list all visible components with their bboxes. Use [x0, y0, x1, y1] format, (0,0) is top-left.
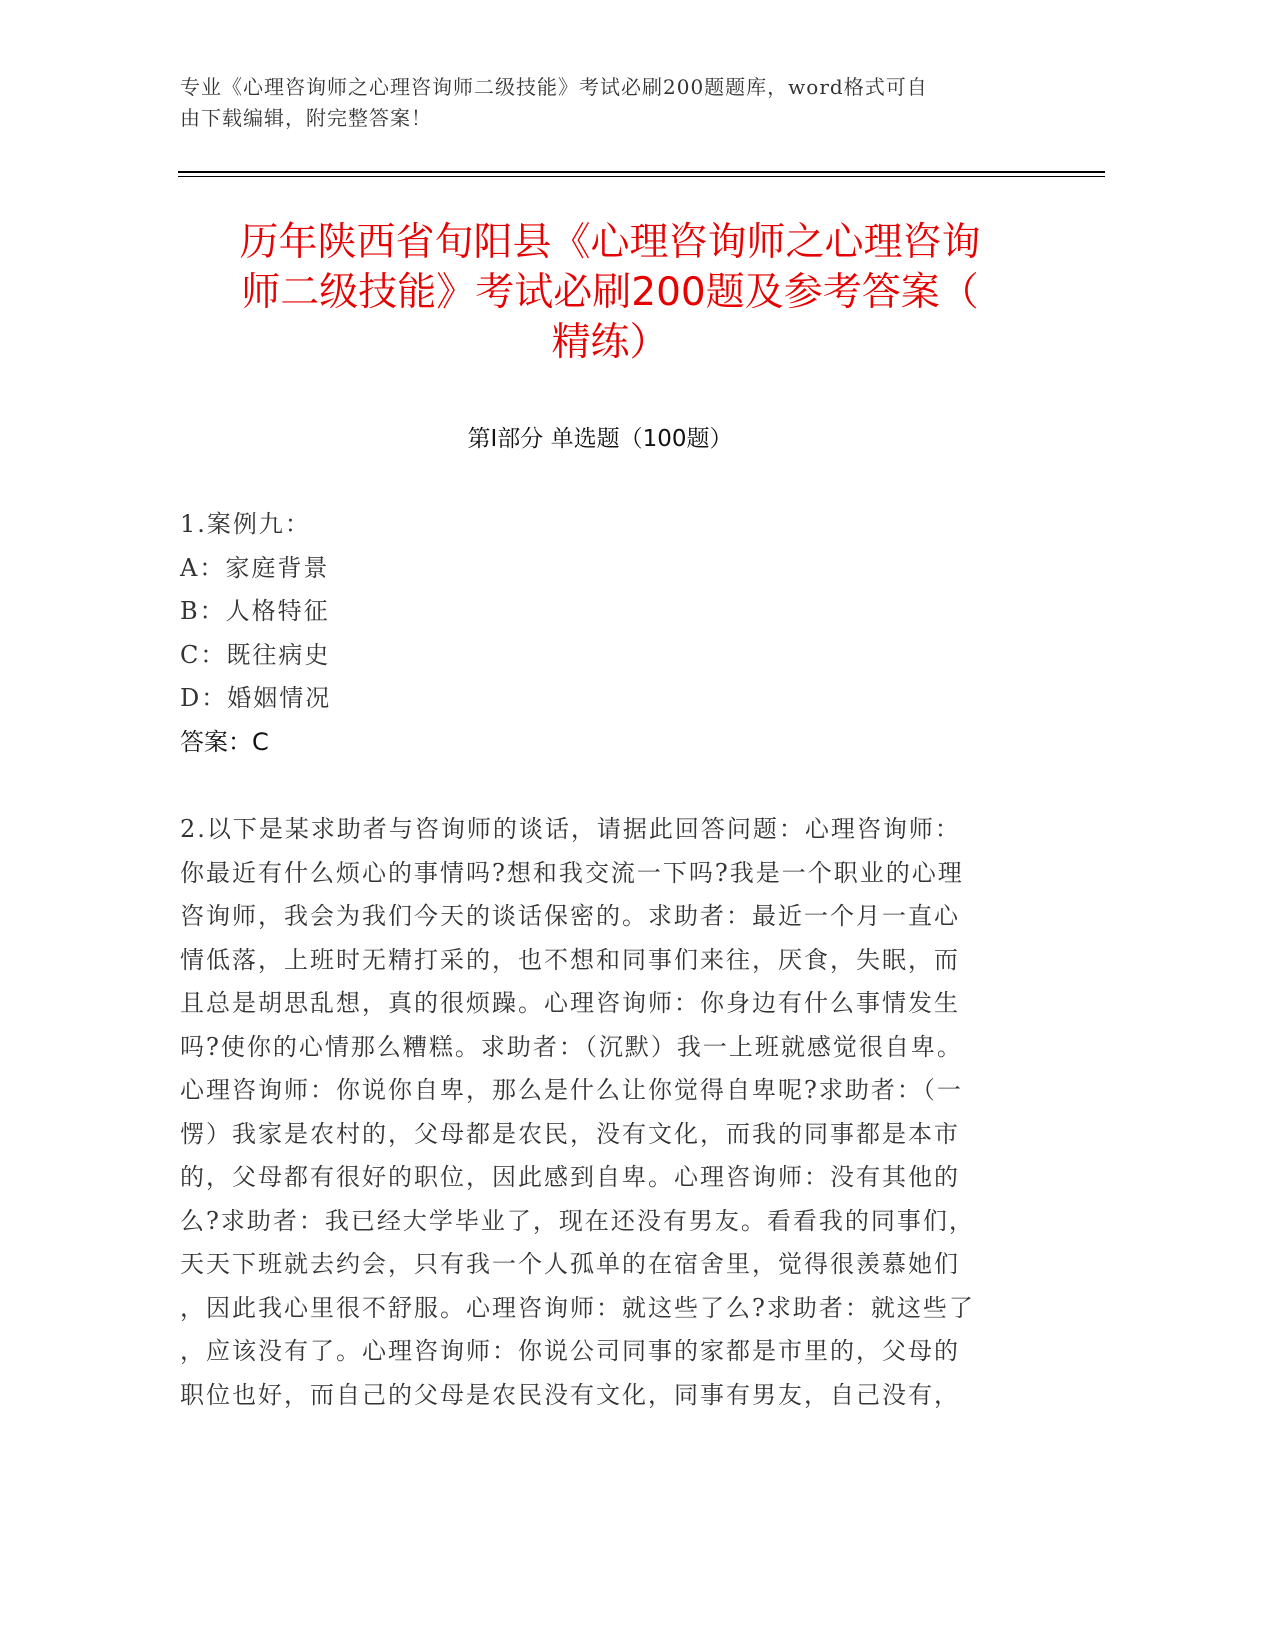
- answer: 答案：C: [180, 727, 269, 756]
- option-b: B：人格特征: [180, 597, 330, 625]
- question-text-line: 2.以下是某求助者与咨询师的谈话，请据此回答问题：心理咨询师：: [180, 815, 961, 843]
- header-line: 由下载编辑，附完整答案！: [180, 106, 432, 130]
- header-divider: [178, 171, 1105, 173]
- question-text-line: 且总是胡思乱想，真的很烦躁。心理咨询师：你身边有什么事情发生: [180, 989, 960, 1017]
- document-header-note: [180, 72, 1040, 134]
- section-heading: 第Ⅰ部分 单选题（100题）: [467, 426, 733, 452]
- question-text-line: 情低落，上班时无精打采的，也不想和同事们来往，厌食，失眠，而: [180, 945, 960, 974]
- question-text-line: 么?求助者：我已经大学毕业了，现在还没有男友。看看我的同事们，: [180, 1206, 975, 1235]
- question-text-line: 你最近有什么烦心的事情吗?想和我交流一下吗?我是一个职业的心理: [180, 858, 964, 887]
- document-title: [180, 218, 1040, 368]
- question-stem: 1.案例九：: [180, 510, 311, 538]
- title-line: 精练）: [551, 320, 669, 365]
- question-text-line: ，因此我心里很不舒服。心理咨询师：就这些了么?求助者：就这些了: [180, 1293, 975, 1322]
- question-text-line: 愣）我家是农村的，父母都是农民，没有文化，而我的同事都是本市: [180, 1119, 960, 1148]
- title-line: 历年陕西省旬阳县《心理咨询师之心理咨询: [239, 220, 981, 265]
- option-a: A：家庭背景: [180, 553, 330, 582]
- title-line: 师二级技能》考试必刷200题及参考答案（: [241, 270, 979, 315]
- question-text-line: ，应该没有了。心理咨询师：你说公司同事的家都是市里的，父母的: [180, 1337, 960, 1365]
- question-text-line: 心理咨询师：你说你自卑，那么是什么让你觉得自卑呢?求助者：（一: [180, 1076, 963, 1104]
- header-divider: [178, 176, 1105, 177]
- question-text-line: 天天下班就去约会，只有我一个人孤单的在宿舍里，觉得很羡慕她们: [180, 1250, 960, 1278]
- option-c: C：既往病史: [180, 640, 331, 669]
- question-text-line: 吗?使你的心情那么糟糕。求助者：（沉默）我一上班就感觉很自卑。: [180, 1032, 963, 1061]
- option-d: D：婚姻情况: [180, 684, 332, 712]
- question-text-line: 咨询师，我会为我们今天的谈话保密的。求助者：最近一个月一直心: [180, 902, 960, 930]
- question-text-line: 职位也好，而自己的父母是农民没有文化，同事有男友，自己没有，: [180, 1380, 960, 1409]
- header-line: 专业《心理咨询师之心理咨询师二级技能》考试必刷200题题库，word格式可自: [180, 75, 928, 99]
- question-1: [180, 503, 331, 764]
- question-text-line: 的，父母都有很好的职位，因此感到自卑。心理咨询师：没有其他的: [180, 1163, 960, 1191]
- question-2: [180, 808, 975, 1417]
